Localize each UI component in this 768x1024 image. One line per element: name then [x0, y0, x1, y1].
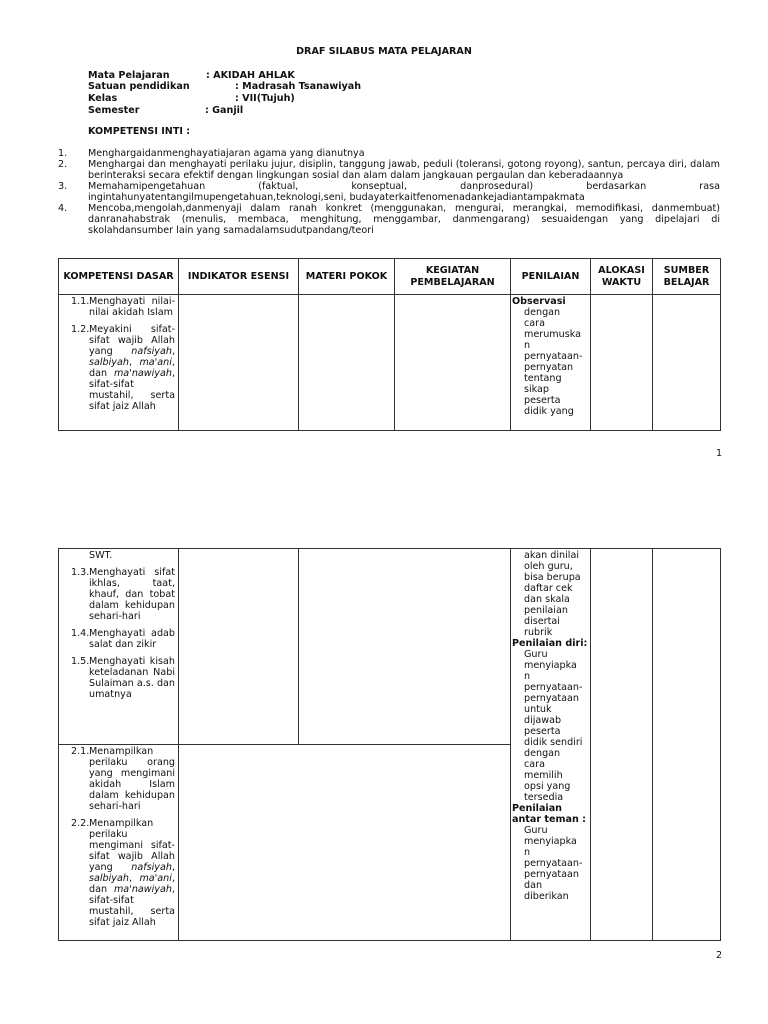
kompetensi-inti-list	[58, 148, 720, 236]
penilaian-line: disertai	[524, 616, 560, 627]
item-text: Menghargaidanmenghayatiajaran agama yang dianutnya	[88, 148, 365, 159]
penilaian-line: pernyataan-	[524, 858, 583, 869]
materi-kegiatan-cell	[299, 549, 511, 745]
penilaian-line: oleh guru,	[524, 561, 573, 572]
penilaian-line: daftar cek	[524, 583, 573, 594]
kd-number: 1.5.	[71, 656, 90, 667]
penilaian-line: n	[524, 847, 531, 858]
indikator-cell	[179, 295, 299, 431]
kd-text: Menampilkan perilaku mengimani sifat-sifat wajib Allah yang nafsiyah, salbiyah, ma'ani, dan ma'nawiyah, sifat-sifat mustahil, serta sifat jaiz Allah	[89, 818, 175, 928]
item-text: Memahamipengetahuan (faktual, konseptual, danprosedural) berdasarkan rasa ingintahunyatentangilmupengetahuan,teknologi,seni, budayaterkaitfenomenadankejadiantampakmata	[88, 181, 720, 203]
page-number: 2	[716, 950, 723, 961]
penilaian-heading: Observasi	[512, 296, 566, 307]
alokasi-cell	[591, 295, 653, 431]
kompetensi-inti-item	[58, 203, 720, 236]
kd-number: 1.4.	[71, 628, 90, 639]
kd-text: Menampilkan perilaku orang yang mengimani akidah Islam dalam kehidupan sehari-hari	[89, 746, 175, 812]
column-header: INDIKATOR ESENSI	[179, 259, 299, 295]
table-row	[59, 549, 721, 745]
kompetensi-inti-item	[58, 148, 720, 159]
item-number: 1.	[58, 148, 68, 159]
column-header: MATERI POKOK	[299, 259, 395, 295]
penilaian-line: pernyataan-	[524, 682, 583, 693]
penilaian-line: diberikan	[524, 891, 569, 902]
penilaian-line: memilih	[524, 770, 563, 781]
kompetensi-inti-item	[58, 181, 720, 203]
kd-item	[65, 296, 175, 318]
kd-item	[65, 746, 175, 812]
penilaian-line: bisa berupa	[524, 572, 581, 583]
penilaian-cell	[511, 295, 591, 431]
penilaian-line: Guru	[524, 649, 548, 660]
kompetensi-dasar-cell	[59, 549, 179, 745]
kd-text: Menghayati nilai-nilai akidah Islam	[89, 296, 175, 318]
meta-value: : AKIDAH AHLAK	[206, 70, 295, 81]
kompetensi-dasar-cell	[59, 745, 179, 941]
indikator-cell	[179, 549, 299, 745]
kd-number: 1.3.	[71, 567, 90, 578]
column-header: ALOKASI WAKTU	[591, 259, 653, 295]
kd-text: Meyakini sifat-sifat wajib Allah yang nafsiyah, salbiyah, ma'ani, dan ma'nawiyah, sifat-sifat mustahil, serta sifat jaiz Allah	[89, 324, 175, 412]
penilaian-heading: Penilaian diri:	[512, 638, 588, 649]
kd-item	[65, 656, 175, 700]
penilaian-cell	[511, 549, 591, 941]
meta-key: Semester	[88, 105, 140, 116]
meta-value: : Ganjil	[205, 105, 244, 116]
kd-number: 2.2.	[71, 818, 90, 829]
penilaian-line: pernyataan	[524, 869, 580, 880]
item-number: 3.	[58, 181, 68, 192]
item-text: Menghargai dan menghayati perilaku jujur, disiplin, tanggung jawab, peduli (toleransi, gotong royong), santun, percaya diri, dalam berinteraksi secara efektif dengan lingkungan sosial dan alam dalam jangkauan pergaulan dan keberadaannya	[88, 159, 720, 181]
penilaian-line: dan skala	[524, 594, 570, 605]
kd-item	[65, 567, 175, 622]
document-title: DRAF SILABUS MATA PELAJARAN	[296, 46, 472, 57]
meta-key: Mata Pelajaran	[88, 70, 170, 81]
kd-item	[65, 818, 175, 928]
penilaian-line: dengan	[524, 307, 561, 318]
penilaian-line: untuk	[524, 704, 552, 715]
penilaian-line: pernyataan	[524, 693, 580, 704]
item-text: Mencoba,mengolah,danmenyaji dalam ranah konkret (menggunakan, mengurai, merangkai, memodifikasi, danmembuat) danranahabstrak (menulis, membaca, menghitung, menggambar, danmengarang) sesuaidengan yang dipelajari di skolahdansumber lain yang samadalamsudutpandang/teori	[88, 203, 720, 236]
penilaian-line: didik yang	[524, 406, 574, 417]
meta-value: : VII(Tujuh)	[235, 93, 295, 104]
page-number: 1	[716, 448, 723, 459]
column-header: KOMPETENSI DASAR	[59, 259, 179, 295]
penilaian-line: penilaian	[524, 605, 568, 616]
penilaian-line: pernyatan	[524, 362, 574, 373]
penilaian-line: dan	[524, 880, 543, 891]
kd-text: Menghayati adab salat dan zikir	[89, 628, 175, 650]
kd-item	[65, 628, 175, 650]
kd-number: 1.1.	[71, 296, 90, 307]
syllabus-table-page-1	[58, 258, 721, 431]
penilaian-line: n	[524, 671, 531, 682]
syllabus-table-page-2	[58, 548, 721, 941]
table-row	[59, 295, 721, 431]
penilaian-line: didik sendiri	[524, 737, 583, 748]
kompetensi-dasar-cell	[59, 295, 179, 431]
meta-value: : Madrasah Tsanawiyah	[235, 81, 362, 92]
indikator-materi-kegiatan-cell	[179, 745, 511, 941]
penilaian-line: Guru	[524, 825, 548, 836]
kd-continuation: SWT.	[89, 550, 113, 561]
materi-cell	[299, 295, 395, 431]
penilaian-line: tentang	[524, 373, 562, 384]
penilaian-line: menyiapka	[524, 836, 577, 847]
penilaian-line: menyiapka	[524, 660, 577, 671]
kompetensi-inti-label: KOMPETENSI INTI :	[88, 126, 191, 137]
kd-text: Menghayati sifat ikhlas, taat, khauf, dan tobat dalam kehidupan sehari-hari	[89, 567, 175, 622]
meta-key: Satuan pendidikan	[88, 81, 190, 92]
penilaian-line: n	[524, 340, 531, 351]
penilaian-line: pernyataan-	[524, 351, 583, 362]
penilaian-line: dijawab	[524, 715, 562, 726]
penilaian-line: tersedia	[524, 792, 564, 803]
penilaian-heading: Penilaian antar teman :	[512, 803, 587, 825]
column-header: KEGIATAN PEMBELAJARAN	[395, 259, 511, 295]
penilaian-line: sikap	[524, 384, 550, 395]
column-header: PENILAIAN	[511, 259, 591, 295]
penilaian-line: opsi yang	[524, 781, 571, 792]
sumber-cell	[653, 549, 721, 941]
meta-key: Kelas	[88, 93, 118, 104]
penilaian-line: rubrik	[524, 627, 553, 638]
kd-text: Menghayati kisah keteladanan Nabi Sulaiman a.s. dan umatnya	[89, 656, 175, 700]
kd-number: 1.2.	[71, 324, 90, 335]
penilaian-line: merumuska	[524, 329, 581, 340]
kd-item	[65, 324, 175, 412]
item-number: 4.	[58, 203, 68, 214]
penilaian-line: cara	[524, 318, 545, 329]
item-number: 2.	[58, 159, 68, 170]
kd-number: 2.1.	[71, 746, 90, 757]
penilaian-line: peserta	[524, 395, 561, 406]
penilaian-line: dengan	[524, 748, 561, 759]
penilaian-line: akan dinilai	[524, 550, 579, 561]
column-header: SUMBER BELAJAR	[653, 259, 721, 295]
penilaian-line: peserta	[524, 726, 561, 737]
kegiatan-cell	[395, 295, 511, 431]
penilaian-line: cara	[524, 759, 545, 770]
alokasi-cell	[591, 549, 653, 941]
table-header-row	[59, 259, 721, 295]
sumber-cell	[653, 295, 721, 431]
kompetensi-inti-item	[58, 159, 720, 181]
